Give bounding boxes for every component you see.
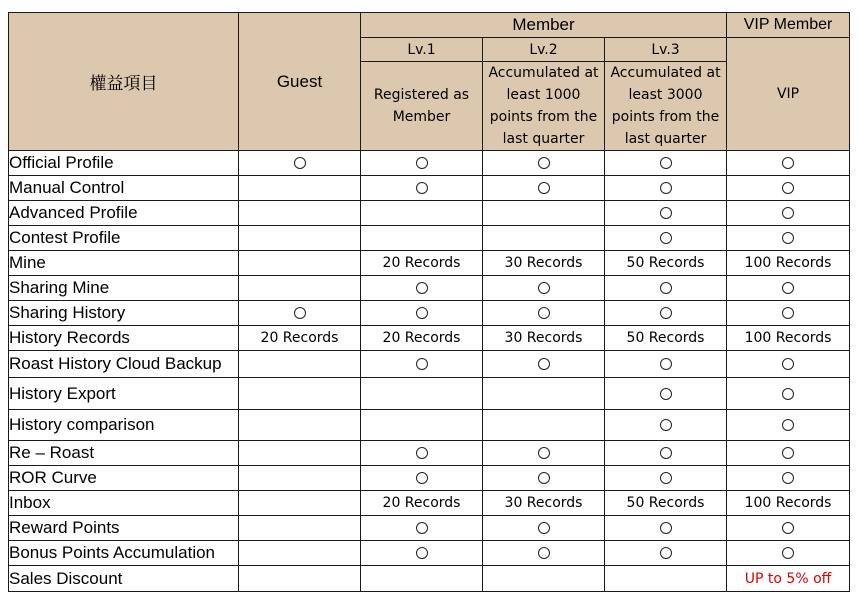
available-circle-icon xyxy=(538,282,550,294)
available-circle-icon xyxy=(782,447,794,459)
cell-guest-empty xyxy=(239,226,361,251)
cell-guest-empty xyxy=(239,378,361,410)
cell-vip-value: UP to 5% off xyxy=(727,566,850,592)
benefits-table xyxy=(8,12,850,592)
available-circle-icon xyxy=(294,157,306,169)
cell-vip xyxy=(727,351,850,378)
available-circle-icon xyxy=(416,182,428,194)
available-circle-icon xyxy=(416,157,428,169)
cell-lv1-empty xyxy=(361,410,483,441)
cell-guest-empty xyxy=(239,201,361,226)
cell-vip xyxy=(727,516,850,541)
available-circle-icon xyxy=(660,388,672,400)
feature-label: Manual Control xyxy=(9,176,239,201)
cell-lv3 xyxy=(605,351,727,378)
available-circle-icon xyxy=(782,547,794,559)
cell-lv1-value: 20 Records xyxy=(361,251,483,276)
available-circle-icon xyxy=(416,547,428,559)
feature-label: Sharing Mine xyxy=(9,276,239,301)
feature-label: Bonus Points Accumulation xyxy=(9,541,239,566)
cell-lv2 xyxy=(483,176,605,201)
cell-guest xyxy=(239,151,361,176)
cell-lv2-value: 30 Records xyxy=(483,326,605,351)
cell-vip xyxy=(727,276,850,301)
cell-guest-empty xyxy=(239,516,361,541)
available-circle-icon xyxy=(660,207,672,219)
cell-vip xyxy=(727,466,850,491)
table-row xyxy=(9,201,850,226)
cell-lv1 xyxy=(361,541,483,566)
cell-lv1 xyxy=(361,276,483,301)
cell-vip-value: 100 Records xyxy=(727,491,850,516)
available-circle-icon xyxy=(538,157,550,169)
available-circle-icon xyxy=(538,182,550,194)
cell-lv1-empty xyxy=(361,378,483,410)
cell-vip xyxy=(727,201,850,226)
table-row xyxy=(9,301,850,326)
cell-lv3-value: 50 Records xyxy=(605,326,727,351)
cell-lv3 xyxy=(605,176,727,201)
available-circle-icon xyxy=(782,522,794,534)
cell-lv2-value: 30 Records xyxy=(483,251,605,276)
level-3-header: Lv.3 xyxy=(605,38,727,62)
cell-lv1-value: 20 Records xyxy=(361,491,483,516)
feature-label: Reward Points xyxy=(9,516,239,541)
cell-lv2 xyxy=(483,466,605,491)
guest-column-header: Guest xyxy=(239,13,361,151)
cell-lv1 xyxy=(361,516,483,541)
feature-label: Sales Discount xyxy=(9,566,239,592)
feature-label: Sharing History xyxy=(9,301,239,326)
available-circle-icon xyxy=(416,472,428,484)
available-circle-icon xyxy=(782,232,794,244)
cell-guest-empty xyxy=(239,176,361,201)
available-circle-icon xyxy=(538,307,550,319)
available-circle-icon xyxy=(660,522,672,534)
feature-label: Re – Roast xyxy=(9,441,239,466)
cell-lv3-value: 50 Records xyxy=(605,251,727,276)
available-circle-icon xyxy=(416,358,428,370)
available-circle-icon xyxy=(538,472,550,484)
cell-lv2-empty xyxy=(483,410,605,441)
cell-lv3 xyxy=(605,466,727,491)
cell-vip xyxy=(727,176,850,201)
cell-guest-empty xyxy=(239,491,361,516)
feature-label: Inbox xyxy=(9,491,239,516)
cell-lv1-empty xyxy=(361,201,483,226)
cell-lv1 xyxy=(361,351,483,378)
cell-vip-value: 100 Records xyxy=(727,326,850,351)
feature-label: ROR Curve xyxy=(9,466,239,491)
available-circle-icon xyxy=(660,232,672,244)
cell-lv1 xyxy=(361,301,483,326)
cell-lv2 xyxy=(483,301,605,326)
available-circle-icon xyxy=(782,472,794,484)
cell-lv3 xyxy=(605,441,727,466)
available-circle-icon xyxy=(416,282,428,294)
member-group-header: Member xyxy=(361,13,727,38)
available-circle-icon xyxy=(782,419,794,431)
cell-lv2 xyxy=(483,541,605,566)
cell-lv2 xyxy=(483,151,605,176)
available-circle-icon xyxy=(782,207,794,219)
cell-lv3 xyxy=(605,276,727,301)
cell-lv1-empty xyxy=(361,226,483,251)
available-circle-icon xyxy=(538,522,550,534)
cell-vip xyxy=(727,378,850,410)
table-row xyxy=(9,441,850,466)
cell-vip xyxy=(727,441,850,466)
cell-vip xyxy=(727,541,850,566)
cell-vip xyxy=(727,226,850,251)
cell-lv2-empty xyxy=(483,201,605,226)
cell-lv2-empty xyxy=(483,378,605,410)
feature-label: History Records xyxy=(9,326,239,351)
cell-lv3 xyxy=(605,226,727,251)
cell-guest-empty xyxy=(239,441,361,466)
available-circle-icon xyxy=(782,157,794,169)
available-circle-icon xyxy=(416,307,428,319)
table-header xyxy=(9,13,850,151)
available-circle-icon xyxy=(782,182,794,194)
cell-lv3 xyxy=(605,301,727,326)
vip-member-group-header: VIP Member xyxy=(727,13,850,38)
cell-vip xyxy=(727,410,850,441)
table-row xyxy=(9,176,850,201)
vip-header: VIP xyxy=(727,38,850,151)
table-row xyxy=(9,326,850,351)
level-2-requirement: Accumulated at least 1000 points from the last quarter xyxy=(483,62,605,151)
table-row xyxy=(9,151,850,176)
feature-column-header: 權益項目 xyxy=(9,13,239,151)
table-row xyxy=(9,351,850,378)
cell-guest-empty xyxy=(239,466,361,491)
table-row xyxy=(9,566,850,592)
cell-guest-empty xyxy=(239,251,361,276)
cell-lv3 xyxy=(605,151,727,176)
level-1-header: Lv.1 xyxy=(361,38,483,62)
available-circle-icon xyxy=(660,419,672,431)
table-row xyxy=(9,491,850,516)
available-circle-icon xyxy=(782,358,794,370)
available-circle-icon xyxy=(416,522,428,534)
available-circle-icon xyxy=(660,307,672,319)
cell-guest-empty xyxy=(239,541,361,566)
cell-guest-empty xyxy=(239,410,361,441)
table-row xyxy=(9,466,850,491)
feature-label: Roast History Cloud Backup xyxy=(9,351,239,378)
table-row xyxy=(9,541,850,566)
feature-label: Official Profile xyxy=(9,151,239,176)
available-circle-icon xyxy=(660,157,672,169)
level-1-requirement: Registered as Member xyxy=(361,62,483,151)
cell-lv1-value: 20 Records xyxy=(361,326,483,351)
available-circle-icon xyxy=(660,358,672,370)
cell-guest-empty xyxy=(239,276,361,301)
cell-guest xyxy=(239,301,361,326)
available-circle-icon xyxy=(782,388,794,400)
cell-lv2 xyxy=(483,516,605,541)
cell-lv2-empty xyxy=(483,226,605,251)
cell-lv3 xyxy=(605,201,727,226)
available-circle-icon xyxy=(538,447,550,459)
feature-label: History Export xyxy=(9,378,239,410)
cell-lv3-value: 50 Records xyxy=(605,491,727,516)
cell-vip xyxy=(727,151,850,176)
table-row xyxy=(9,226,850,251)
feature-label: Advanced Profile xyxy=(9,201,239,226)
available-circle-icon xyxy=(660,447,672,459)
cell-lv1 xyxy=(361,466,483,491)
cell-lv2-value: 30 Records xyxy=(483,491,605,516)
cell-vip-value: 100 Records xyxy=(727,251,850,276)
cell-lv3 xyxy=(605,378,727,410)
table-row xyxy=(9,251,850,276)
cell-guest-empty xyxy=(239,351,361,378)
cell-lv1 xyxy=(361,441,483,466)
cell-lv2-empty xyxy=(483,566,605,592)
available-circle-icon xyxy=(782,282,794,294)
available-circle-icon xyxy=(782,307,794,319)
table-body xyxy=(9,151,850,592)
cell-lv2 xyxy=(483,351,605,378)
level-3-requirement: Accumulated at least 3000 points from the last quarter xyxy=(605,62,727,151)
available-circle-icon xyxy=(660,282,672,294)
feature-label: History comparison xyxy=(9,410,239,441)
available-circle-icon xyxy=(294,307,306,319)
table-row xyxy=(9,410,850,441)
available-circle-icon xyxy=(660,182,672,194)
cell-guest-value: 20 Records xyxy=(239,326,361,351)
cell-lv3 xyxy=(605,516,727,541)
available-circle-icon xyxy=(416,447,428,459)
cell-lv1-empty xyxy=(361,566,483,592)
cell-lv1 xyxy=(361,151,483,176)
available-circle-icon xyxy=(660,472,672,484)
available-circle-icon xyxy=(538,358,550,370)
cell-lv1 xyxy=(361,176,483,201)
table-row xyxy=(9,276,850,301)
cell-lv2 xyxy=(483,276,605,301)
feature-label: Mine xyxy=(9,251,239,276)
table-row xyxy=(9,378,850,410)
cell-lv3 xyxy=(605,541,727,566)
cell-lv2 xyxy=(483,441,605,466)
table-row xyxy=(9,516,850,541)
cell-vip xyxy=(727,301,850,326)
cell-guest-empty xyxy=(239,566,361,592)
available-circle-icon xyxy=(660,547,672,559)
cell-lv3-empty xyxy=(605,566,727,592)
level-2-header: Lv.2 xyxy=(483,38,605,62)
cell-lv3 xyxy=(605,410,727,441)
feature-label: Contest Profile xyxy=(9,226,239,251)
available-circle-icon xyxy=(538,547,550,559)
